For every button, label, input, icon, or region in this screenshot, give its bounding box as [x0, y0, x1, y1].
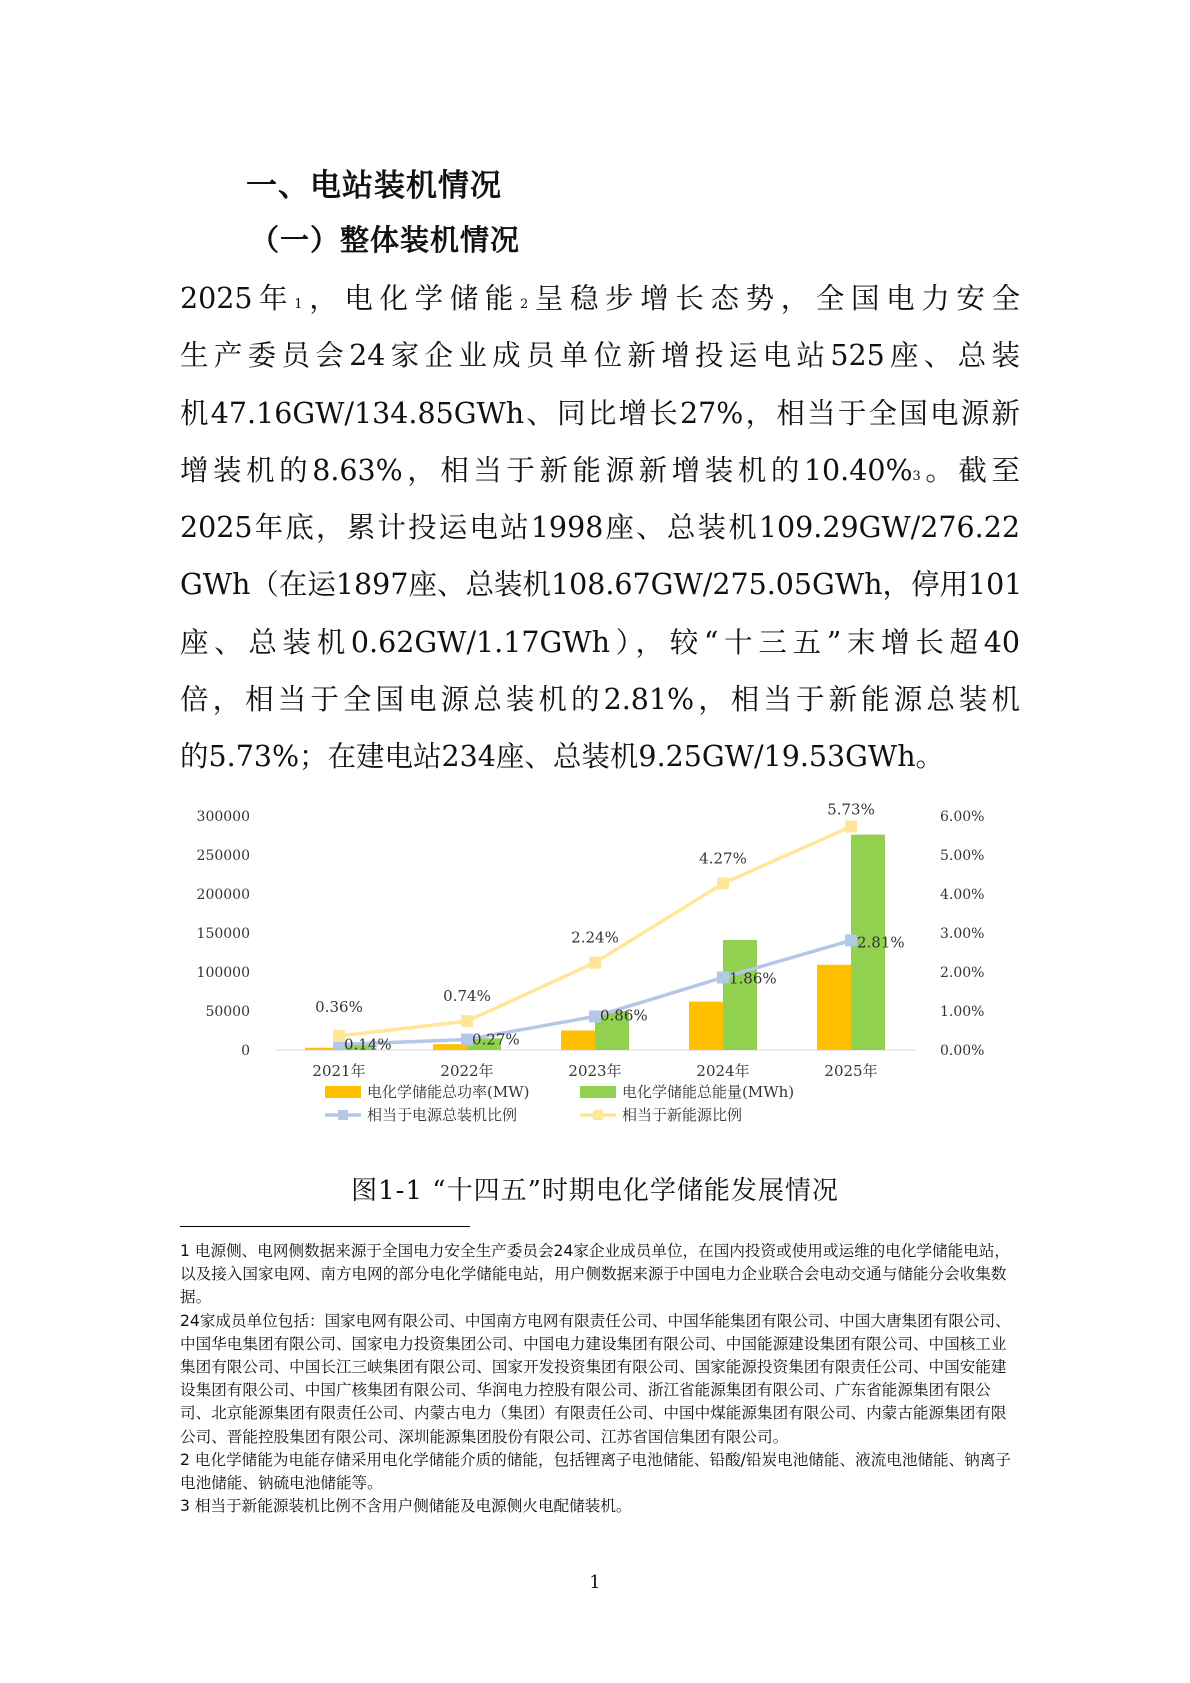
- line-point-3-1: [461, 1015, 473, 1027]
- paragraph-line: [180, 671, 1020, 728]
- line-point-3-4: [845, 821, 857, 833]
- footnote: 3 相当于新能源装机比例不含用户侧储能及电源侧火电配储装机。: [180, 1497, 632, 1516]
- paragraph-line: [180, 270, 1020, 327]
- page-number: 1: [589, 1572, 601, 1593]
- left-axis-tick-label: 100000: [196, 965, 250, 981]
- footnote: 2 电化学储能为电能存储采用电化学储能介质的储能，包括锂离子电池储能、铅酸/铅炭电池储能、液流电池储能、钠离子电池储能、钠硫电池储能等。: [180, 1450, 1012, 1493]
- data-label: 5.73%: [827, 800, 875, 819]
- bar-0-4: [817, 965, 851, 1050]
- left-axis-tick-label: 50000: [205, 1004, 250, 1020]
- legend-label: 相当于电源总装机比例: [367, 1106, 518, 1124]
- paragraph-text: 倍，相当于全国电源总装机的2.81%，相当于新能源总装机: [180, 683, 1020, 717]
- legend-label: 相当于新能源比例: [622, 1106, 743, 1124]
- right-axis-tick-label: 2.00%: [940, 965, 985, 981]
- left-axis-tick-label: 150000: [196, 926, 250, 942]
- paragraph-line: [180, 442, 1020, 499]
- figure-caption: 图1-1 “十四五”时期电化学储能发展情况: [351, 1176, 839, 1206]
- x-axis-category-label: 2025年: [824, 1062, 878, 1080]
- left-axis-tick-label: 300000: [196, 809, 250, 825]
- data-label: 0.14%: [344, 1035, 392, 1054]
- footnote-ref: 2: [519, 297, 529, 312]
- paragraph-text: 2025年底，累计投运电站1998座、总装机109.29GW/276.22: [180, 511, 1020, 545]
- paragraph-text: 呈稳步增长态势，全国电力安全: [528, 282, 1020, 315]
- paragraph-text: 机47.16GW/134.85GWh、同比增长27%，相当于全国电源新: [180, 396, 1020, 430]
- line-point-3-2: [589, 957, 601, 969]
- paragraph-line: [180, 614, 1020, 671]
- paragraph-text: 的5.73%；在建电站234座、总装机9.25GW/19.53GWh。: [180, 740, 945, 774]
- footnote: 24家成员单位包括：国家电网有限公司、中国南方电网有限责任公司、中国华能集团有限公司、中国大唐集团有限公司、中国华电集团有限公司、国家电力投资集团公司、中国电力建设集团有限公司、中国能源建设集团有限公司、中国核工业集团有限公司、中国长江三峡集团有限公司、国家开发投资集团有限公司、国家能源投资集团有限责任公司、中国安能建设集团有限公司、中国广核集团有限公司、华润电力控股有限公司、浙江省能源集团有限公司、广东省能源集团有限公司、北京能源集团有限责任公司、内蒙古电力（集团）有限责任公司、中国中煤能源集团有限公司、内蒙古能源集团有限公司、晋能控股集团有限公司、深圳能源集团股份有限公司、江苏省国信集团有限公司。: [180, 1311, 1011, 1446]
- right-axis-tick-label: 3.00%: [940, 926, 985, 942]
- right-axis-tick-label: 6.00%: [940, 809, 985, 825]
- data-label: 0.86%: [600, 1006, 648, 1025]
- line-point-2-3: [717, 971, 729, 983]
- energy-storage-chart: [180, 795, 1020, 1165]
- paragraph-line: [180, 499, 1020, 556]
- footnote-ref: 1: [294, 297, 303, 312]
- section-heading: 一、电站装机情况: [246, 168, 502, 204]
- x-axis-category-label: 2021年: [312, 1062, 366, 1080]
- right-axis-tick-label: 0.00%: [940, 1043, 985, 1059]
- legend-swatch-0: [325, 1086, 361, 1098]
- legend-swatch-1: [580, 1086, 616, 1098]
- footnotes: [180, 1240, 1015, 1518]
- right-axis-tick-label: 5.00%: [940, 848, 985, 864]
- paragraph-text: 。截至: [920, 453, 1020, 487]
- body-paragraph: [180, 270, 1023, 786]
- legend-swatch-marker-2: [338, 1110, 348, 1120]
- data-label: 0.27%: [472, 1030, 520, 1049]
- paragraph-text: ，电化学储能: [302, 282, 520, 315]
- bar-1-3: [723, 940, 757, 1050]
- paragraph-text: 增装机的8.63%，相当于新能源新增装机的10.40%: [180, 453, 913, 487]
- x-axis-category-label: 2024年: [696, 1062, 750, 1080]
- paragraph-line: [180, 385, 1020, 442]
- legend-label: 电化学储能总能量(MWh): [622, 1083, 795, 1101]
- line-point-2-4: [845, 934, 857, 946]
- data-label: 0.36%: [315, 997, 363, 1016]
- legend-label: 电化学储能总功率(MW): [367, 1083, 530, 1101]
- data-label: 4.27%: [699, 849, 747, 868]
- legend-swatch-marker-3: [593, 1110, 603, 1120]
- paragraph-line: [180, 327, 1020, 384]
- paragraph-text: 生产委员会24家企业成员单位新增投运电站525座、总装: [180, 339, 1020, 373]
- left-axis-tick-label: 0: [241, 1043, 250, 1059]
- data-label: 0.74%: [443, 987, 491, 1006]
- data-label: 2.81%: [857, 933, 905, 952]
- right-axis-tick-label: 4.00%: [940, 887, 985, 903]
- line-point-3-3: [717, 877, 729, 889]
- left-axis-tick-label: 250000: [196, 848, 250, 864]
- data-label: 2.24%: [571, 928, 619, 947]
- footnote: 1 电源侧、电网侧数据来源于全国电力安全生产委员会24家企业成员单位，在国内投资或使用或运维的电化学储能电站，以及接入国家电网、南方电网的部分电化学储能电站，用户侧数据来源于中国电力企业联合会电动交通与储能分会收集数据。: [180, 1242, 1011, 1307]
- bar-0-3: [689, 1002, 723, 1050]
- footnote-ref: 3: [912, 468, 921, 484]
- paragraph-text: 座、总装机0.62GW/1.17GWh），较“十三五”末增长超40: [180, 625, 1020, 659]
- paragraph-line: [180, 728, 1020, 785]
- left-axis-tick-label: 200000: [196, 887, 250, 903]
- paragraph-text: 2025年: [180, 282, 295, 315]
- footnote-rule: [180, 1226, 470, 1227]
- bar-0-2: [561, 1031, 595, 1051]
- paragraph-text: GWh（在运1897座、总装机108.67GW/275.05GWh，停用101: [180, 568, 1023, 602]
- paragraph-line: [180, 556, 1023, 613]
- right-axis-tick-label: 1.00%: [940, 1004, 985, 1020]
- data-label: 1.86%: [729, 969, 777, 988]
- x-axis-category-label: 2023年: [568, 1062, 622, 1080]
- x-axis-category-label: 2022年: [440, 1062, 494, 1080]
- subsection-heading: （一）整体装机情况: [250, 223, 521, 257]
